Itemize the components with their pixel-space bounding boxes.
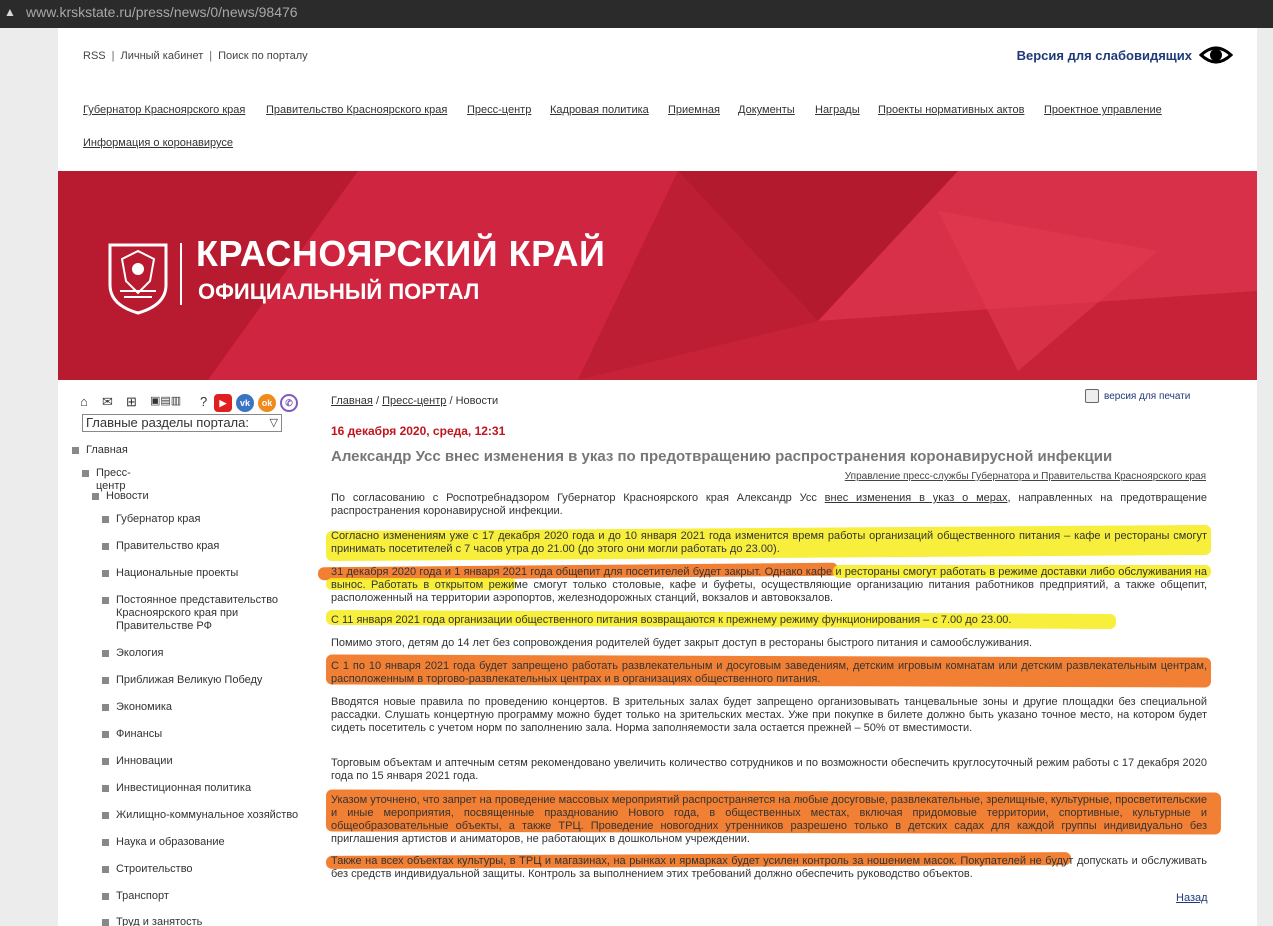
bullet-icon xyxy=(102,570,109,577)
bullet-icon xyxy=(102,839,109,846)
bullet-icon xyxy=(102,516,109,523)
sidebar-item-science[interactable]: Наука и образование xyxy=(116,836,296,849)
odnoklassniki-icon[interactable]: ok xyxy=(258,394,276,412)
bullet-icon xyxy=(102,650,109,657)
bullet-icon xyxy=(102,812,109,819)
printer-icon xyxy=(1085,389,1099,403)
nav-documents[interactable]: Документы xyxy=(738,104,795,116)
nav-project-management[interactable]: Проектное управление xyxy=(1044,104,1162,116)
mail-icon[interactable]: ✉ xyxy=(102,394,113,409)
breadcrumb-press[interactable]: Пресс-центр xyxy=(382,395,447,407)
article-paragraph-9: Указом уточнено, что запрет на проведение массовых мероприятий распространяется на любые досуговые, развлекательные, зрелищные, культурные, просветительские и иные мероприятия, посвященные празднованию Нового года, в общественных местах, включая придомовые территории, спортивные, культурные и общеобразовательные объекты, а также ТРЦ. Проведение новогодних утренников разрешено только в детских садах для каждой группы индивидуально без приглашения артистов и аниматоров, не работающих в дошкольном учреждении. xyxy=(331,794,1207,845)
low-vision-link[interactable]: Версия для слабовидящих xyxy=(1016,48,1192,63)
sections-select[interactable] xyxy=(82,414,282,432)
bullet-icon xyxy=(102,785,109,792)
bullet-icon xyxy=(102,731,109,738)
breadcrumb-home[interactable]: Главная xyxy=(331,395,373,407)
sidebar-item-news[interactable]: Новости xyxy=(106,490,149,503)
sidebar-item-national-projects[interactable]: Национальные проекты xyxy=(116,567,296,580)
bullet-icon xyxy=(102,543,109,550)
bullet-icon xyxy=(82,470,89,477)
sidebar-item-press-center[interactable]: Пресс-центр xyxy=(96,467,131,493)
sitemap-icon[interactable]: ⊞ xyxy=(126,394,137,409)
sidebar-item-finance[interactable]: Финансы xyxy=(116,728,296,741)
article-source-link[interactable]: Управление пресс-службы Губернатора и Правительства Красноярского края xyxy=(844,471,1206,482)
back-link[interactable]: Назад xyxy=(1176,892,1208,904)
article-paragraph-3: 31 декабря 2020 года и 1 января 2021 года общепит для посетителей будет закрыт. Однако кафе и рестораны смогут работать в режиме доставки либо обслуживания на вынос. Работать в открытом режиме смогут только столовые, кафе и буфеты, осуществляющие организацию питания работников предприятий, а также общепит, расположенный на территории аэропортов, железнодорожных станций, вокзалов и автовокзалов. xyxy=(331,566,1207,604)
sidebar-item-transport[interactable]: Транспорт xyxy=(116,890,296,903)
home-icon[interactable]: ⌂ xyxy=(80,394,88,409)
sidebar-item-home[interactable]: Главная xyxy=(86,444,128,457)
bullet-icon xyxy=(102,866,109,873)
bullet-icon xyxy=(102,597,109,604)
portal-search-link[interactable]: Поиск по порталу xyxy=(218,50,308,62)
header-banner xyxy=(58,171,1257,380)
sidebar-item-governor[interactable]: Губернатор края xyxy=(116,513,296,526)
article-title: Александр Усс внес изменения в указ по предотвращению распространения коронавирусной инфекции xyxy=(331,448,1113,465)
chevron-down-icon: ▽ xyxy=(269,417,278,429)
personal-account-link[interactable]: Личный кабинет xyxy=(120,50,204,62)
help-icon[interactable]: ? xyxy=(200,394,208,409)
bullet-icon xyxy=(102,758,109,765)
nav-awards[interactable]: Награды xyxy=(815,104,860,116)
eye-icon[interactable] xyxy=(1199,43,1233,67)
url-text[interactable]: www.krskstate.ru/press/news/0/news/98476 xyxy=(26,4,298,20)
article-paragraph-6: С 1 по 10 января 2021 года будет запрещено работать развлекательным и досуговым заведениям, детским игровым комнатам или детским развлекательным центрам, расположенным в торгово-развлекательных центрах и в организациях общественного питания. xyxy=(331,660,1207,685)
breadcrumb-separator: / xyxy=(375,395,379,407)
browser-address-bar[interactable] xyxy=(0,0,1273,28)
page: RSS | Личный кабинет | Поиск по порталу Версия для слабовидящих Губернатор Красноярского края Правительство Красноярского края Пресс-центр Кадровая политика Приемная Документы Награды Проекты нормативных актов Проектное управление Информация о коронавирусе КРАСНОЯРСКИЙ КРАЙ ОФИЦИАЛЬНЫЙ ПОРТАЛ ⌂ ✉ ⊞ ▣▤▥ ? ▶ vk ok ✆ Главные разделы портала: ▽ Главная Пресс-центр Новости Губернатор края Правительство края Национальные проекты Постоянное представительство Красноярского края при Правительстве РФ Экология Приближая Великую Победу Экономика Финансы Инновации Инвестиционная политика Жилищно-коммунальное хозяйство Наука и образование Строительство Транспорт Труд и занятость Главная / Пресс-центр / Новости версия для печати 16 декабря 2020, среда, 12:31 Александр Усс внес изменения в указ по предотвращению распространения коронавирусной инфекции Управление пресс-службы Губернатора и Правительства Красноярского края По согласованию с Роспотребнадзором Губернатор Красноярского края Александр Усс внес изменения в указ о мерах, направленных на предотвращение распространения коронавирусной инфекции. Согласно изменениям уже с 17 декабря 2020 года и до 10 января 2021 года изменится время работы организаций общественного питания – кафе и рестораны смогут принимать посетителей с 7 часов утра до 21.00 (до этого они могли работать до 23.00). 31 декабря 2020 года и 1 января 2021 года общепит для посетителей будет закрыт. Однако кафе и рестораны смогут работать в режиме доставки либо обслуживания на вынос. Работать в открытом режиме смогут только столовые, кафе и буфеты, осуществляющие организацию питания работников предприятий, а также общепит, расположенный на территории аэропортов, железнодорожных станций, вокзалов и автовокзалов. С 11 января 2021 года организации общественного питания возвращаются к прежнему режиму функционирования – с 7.00 до 23.00. Помимо этого, детям до 14 лет без сопровождения родителей будет закрыт доступ в рестораны быстрого питания и самообслуживания. С 1 по 10 января 2021 года будет запрещено работать развлекательным и досуговым заведениям, детским игровым комнатам или детским развлекательным центрам, расположенным в торгово-развлекательных центрах и в организациях общественного питания. Вводятся новые правила по проведению концертов. В зрительных залах будет запрещено организовывать танцевальные зоны и другие площадки без специальной рассадки. Слушать концертную программу можно будет только на зрительских местах. Уже при покупке в билете должно быть указано точное место, на котором будет сидеть посетитель с учетом норм по заполнению зала. Норма заполняемости зала остается прежней – 50% от вместимости. Торговым объектам и аптечным сетям рекомендовано увеличить количество сотрудников и по возможности обеспечить круглосуточный режим работы с 17 декабря 2020 года по 15 января 2021 года. Указом уточнено, что запрет на проведение массовых мероприятий распространяется на любые досуговые, развлекательные, зрелищные, культурные, просветительские и иные мероприятия, посвященные празднованию Нового года, в общественных местах, включая придомовые территории, спортивные, культурные и общеобразовательные объекты, а также ТРЦ. Проведение новогодних утренников разрешено только в детских садах для каждой группы индивидуально без приглашения артистов и аниматоров, не работающих в дошкольном учреждении. Также на всех объектах культуры, в ТРЦ и магазинах, на рынках и ярмарках будет усилен контроль за ношением масок. Покупателей не будут допускать и обслуживать без средств индивидуальной защиты. Контроль за выполнением этих требований должно обеспечить руководство объектов. Назад xyxy=(58,28,1257,926)
sidebar-item-labor[interactable]: Труд и занятость xyxy=(116,916,296,926)
sidebar-item-investment[interactable]: Инвестиционная политика xyxy=(116,782,296,795)
nav-coronavirus-info[interactable]: Информация о коронавирусе xyxy=(83,137,234,149)
sections-select-value: Главные разделы портала: xyxy=(86,415,249,430)
banner-divider xyxy=(180,243,182,305)
nav-press-center[interactable]: Пресс-центр xyxy=(467,104,532,116)
coat-of-arms-icon xyxy=(106,241,170,315)
bullet-icon xyxy=(92,493,99,500)
rss-link[interactable]: RSS xyxy=(83,50,106,62)
bullet-icon xyxy=(72,447,79,454)
decree-changes-link[interactable]: внес изменения в указ о мерах xyxy=(824,492,1008,504)
banner-background xyxy=(58,171,1257,380)
nav-draft-acts[interactable]: Проекты нормативных актов xyxy=(878,104,1025,116)
bullet-icon xyxy=(102,919,109,926)
sidebar-item-construction[interactable]: Строительство xyxy=(116,863,296,876)
nav-governor[interactable]: Губернатор Красноярского края xyxy=(83,104,246,116)
sidebar-item-representation[interactable]: Постоянное представительство Красноярского края при Правительстве РФ xyxy=(116,594,286,633)
sidebar-item-government[interactable]: Правительство края xyxy=(116,540,296,553)
article-date: 16 декабря 2020, среда, 12:31 xyxy=(331,424,506,438)
sidebar-item-housing[interactable]: Жилищно-коммунальное хозяйство xyxy=(116,809,306,822)
article-paragraph-10: Также на всех объектах культуры, в ТРЦ и магазинах, на рынках и ярмарках будет усилен контроль за ношением масок. Покупателей не будут допускать и обслуживать без средств индивидуальной защиты. Контроль за выполнением этих требований должно обеспечить руководство объектов. xyxy=(331,855,1207,880)
bullet-icon xyxy=(102,677,109,684)
youtube-icon[interactable]: ▶ xyxy=(214,394,232,412)
nav-personnel-policy[interactable]: Кадровая политика xyxy=(550,104,649,116)
breadcrumb-separator: / xyxy=(449,395,453,407)
top-links: RSS | Личный кабинет | Поиск по порталу xyxy=(83,50,308,62)
article-paragraph-8: Торговым объектам и аптечным сетям рекомендовано увеличить количество сотрудников и по возможности обеспечить круглосуточный режим работы с 17 декабря 2020 года по 15 января 2021 года. xyxy=(331,757,1207,782)
sidebar-item-economy[interactable]: Экономика xyxy=(116,701,296,714)
warning-icon[interactable]: ▲ xyxy=(4,5,16,19)
article-paragraph-7: Вводятся новые правила по проведению концертов. В зрительных залах будет запрещено организовывать танцевальные зоны и другие площадки без специальной рассадки. Слушать концертную программу можно будет только на зрительских местах. Уже при покупке в билете должно быть указано точное место, на котором будет сидеть посетитель с учетом норм по заполнению зала. Норма заполняемости зала остается прежней – 50% от вместимости. xyxy=(331,696,1207,734)
banner-subtitle: ОФИЦИАЛЬНЫЙ ПОРТАЛ xyxy=(198,279,480,304)
vk-icon[interactable]: vk xyxy=(236,394,254,412)
article-paragraph-2: Согласно изменениям уже с 17 декабря 2020 года и до 10 января 2021 года изменится время работы организаций общественного питания – кафе и рестораны смогут принимать посетителей с 7 часов утра до 21.00 (до этого они могли работать до 23.00). xyxy=(331,530,1207,555)
sidebar-item-ecology[interactable]: Экология xyxy=(116,647,296,660)
bullet-icon xyxy=(102,893,109,900)
bullet-icon xyxy=(102,704,109,711)
layout-icon[interactable]: ▣▤▥ xyxy=(150,395,182,407)
breadcrumb xyxy=(331,395,498,407)
viber-icon[interactable]: ✆ xyxy=(280,394,298,412)
article-paragraph-5: Помимо этого, детям до 14 лет без сопровождения родителей будет закрыт доступ в рестораны быстрого питания и самообслуживания. xyxy=(331,637,1033,649)
breadcrumb-current: Новости xyxy=(455,395,499,407)
article-paragraph-1: По согласованию с Роспотребнадзором Губернатор Красноярского края Александр Усс внес изменения в указ о мерах, направленных на предотвращение распространения коронавирусной инфекции. xyxy=(331,492,1208,517)
nav-reception[interactable]: Приемная xyxy=(668,104,720,116)
nav-government[interactable]: Правительство Красноярского края xyxy=(266,104,448,116)
article-paragraph-4: С 11 января 2021 года организации общественного питания возвращаются к прежнему режиму функционирования – с 7.00 до 23.00. xyxy=(331,614,1012,626)
banner-title: КРАСНОЯРСКИЙ КРАЙ xyxy=(196,233,606,274)
sidebar-item-innovation[interactable]: Инновации xyxy=(116,755,296,768)
sidebar-item-victory[interactable]: Приближая Великую Победу xyxy=(116,674,296,687)
